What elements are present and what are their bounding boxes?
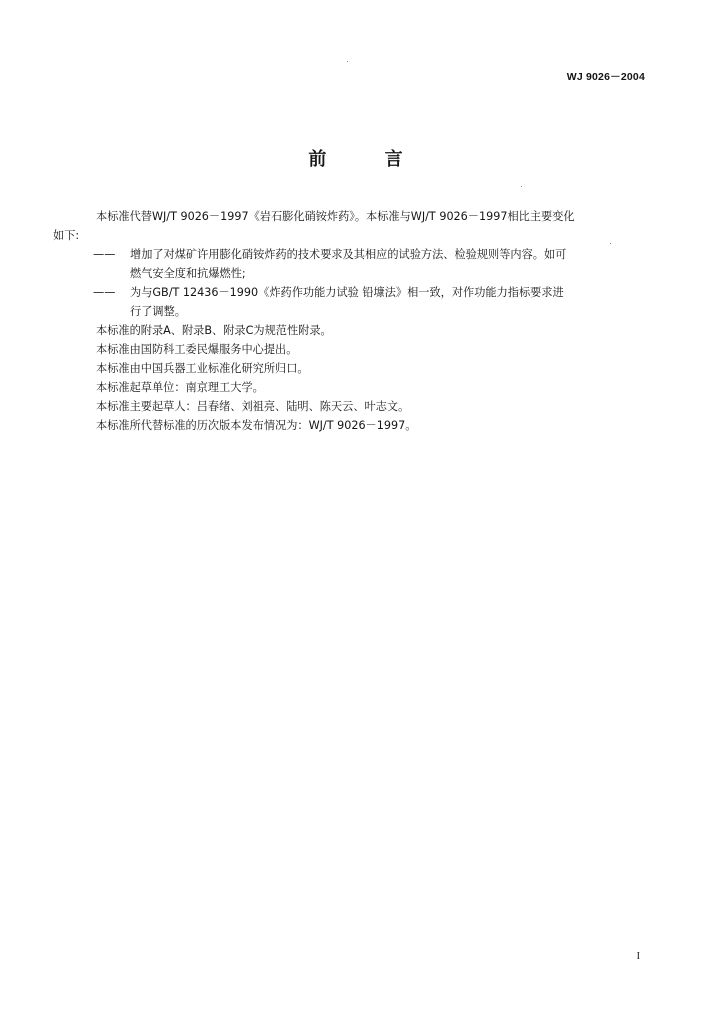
document-id: WJ 9026－2004 <box>566 71 645 83</box>
list-dash: —— <box>93 286 116 299</box>
change-item-2-line-1: 为与GB/T 12436－1990《炸药作功能力试验 铅𡐓法》相一致，对作功能力指标要求进 <box>130 286 564 299</box>
intro-line-1: 本标准代替WJ/T 9026－1997《岩石膨化硝铵炸药》。本标准与WJ/T 9026－1997相比主要变化 <box>96 210 575 223</box>
scan-speck <box>521 186 522 187</box>
change-item-1-line-1: 增加了对煤矿许用膨化硝铵炸药的技术要求及其相应的试验方法、检验规则等内容。如可 <box>130 248 567 261</box>
change-item-1 <box>66 245 646 283</box>
scan-speck <box>347 61 348 62</box>
list-dash: —— <box>93 248 116 261</box>
intro-line-2: 如下: <box>53 229 80 242</box>
drafting-unit: 本标准起草单位：南京理工大学。 <box>96 381 264 394</box>
proposed-by: 本标准由国防科工委民爆服务中心提出。 <box>96 343 298 356</box>
version-history: 本标准所代替标准的历次版本发布情况为：WJ/T 9026－1997。 <box>96 419 417 432</box>
appendix-note: 本标准的附录A、附录B、附录C为规范性附录。 <box>96 324 332 337</box>
page-number: I <box>636 951 640 962</box>
scan-speck <box>610 243 611 244</box>
change-item-1-line-2: 燃气安全度和抗爆燃性; <box>130 267 246 280</box>
change-item-2 <box>66 283 646 321</box>
foreword-body <box>53 207 646 435</box>
change-item-2-line-2: 行了调整。 <box>130 305 186 318</box>
page-title: 前 言 <box>308 149 429 170</box>
main-drafters: 本标准主要起草人：吕春绪、刘祖亮、陆明、陈天云、叶志文。 <box>96 400 410 413</box>
managed-by: 本标准由中国兵器工业标准化研究所归口。 <box>96 362 309 375</box>
